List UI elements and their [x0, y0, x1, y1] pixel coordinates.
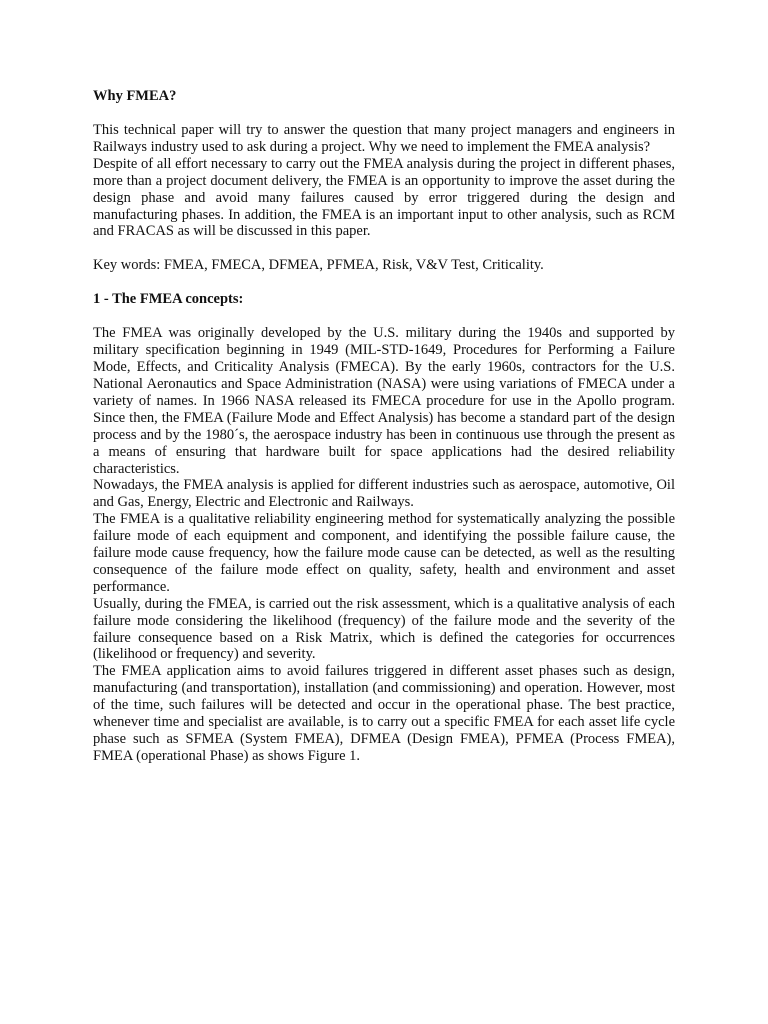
- section-1-paragraph-3: The FMEA is a qualitative reliability engineering method for systematically analyzing the possible failure mode of each equipment and component, and identifying the possible failure cause, the failure mode cause frequency, how the failure mode cause can be detected, as well as the resulting consequence of the failure mode effect on quality, safety, health and environment and asset performance.: [93, 511, 675, 595]
- spacer: [93, 274, 675, 291]
- section-1-heading: 1 - The FMEA concepts:: [93, 291, 244, 308]
- section-1-paragraph-1: The FMEA was originally developed by the U.S. military during the 1940s and supported by military specification beginning in 1949 (MIL-STD-1649, Procedures for Performing a Failure Mode, Effects, and Criticality Analysis (FMECA). By the early 1960s, contractors for the U.S. National Aeronautics and Space Administration (NASA) were using variations of FMECA under a variety of names. In 1966 NASA released its FMECA procedure for use in the Apollo program. Since then, the FMEA (Failure Mode and Effect Analysis) has become a standard part of the design process and by the 1980´s, the aerospace industry has been in continuous use through the present as a means of ensuring that hardware built for space applications had the desired reliability characteristics.: [93, 325, 675, 477]
- document-title: Why FMEA?: [93, 88, 177, 104]
- intro-paragraph-1: This technical paper will try to answer the question that many project managers and engineers in Railways industry used to ask during a project. Why we need to implement the FMEA analysis?: [93, 122, 675, 155]
- keywords-line: Key words: FMEA, FMECA, DFMEA, PFMEA, Risk, V&V Test, Criticality.: [93, 257, 544, 274]
- document-page: [93, 88, 675, 765]
- spacer: [93, 240, 675, 257]
- intro-paragraph-2: Despite of all effort necessary to carry out the FMEA analysis during the project in different phases, more than a project document delivery, the FMEA is an opportunity to improve the asset during the design phase and avoid many failures caused by error triggered during the design and manufacturing phases. In addition, the FMEA is an important input to other analysis, such as RCM and FRACAS as will be discussed in this paper.: [93, 155, 675, 240]
- section-1-paragraph-4: Usually, during the FMEA, is carried out the risk assessment, which is a qualitative analysis of each failure mode considering the likelihood (frequency) of the failure mode and the severity of the failure consequence based on a Risk Matrix, which is defined the categories for occurrences (likelihood or frequency) and severity.: [93, 595, 675, 663]
- section-1-paragraph-2: Nowadays, the FMEA analysis is applied for different industries such as aerospace, automotive, Oil and Gas, Energy, Electric and Electronic and Railways.: [93, 477, 675, 511]
- section-1-paragraph-5: The FMEA application aims to avoid failures triggered in different asset phases such as design, manufacturing (and transportation), installation (and commissioning) and operation. However, most of the time, such failures will be detected and occur in the operational phase. The best practice, whenever time and specialist are available, is to carry out a specific FMEA for each asset life cycle phase such as SFMEA (System FMEA), DFMEA (Design FMEA), PFMEA (Process FMEA), FMEA (operational Phase) as shows Figure 1.: [93, 663, 675, 764]
